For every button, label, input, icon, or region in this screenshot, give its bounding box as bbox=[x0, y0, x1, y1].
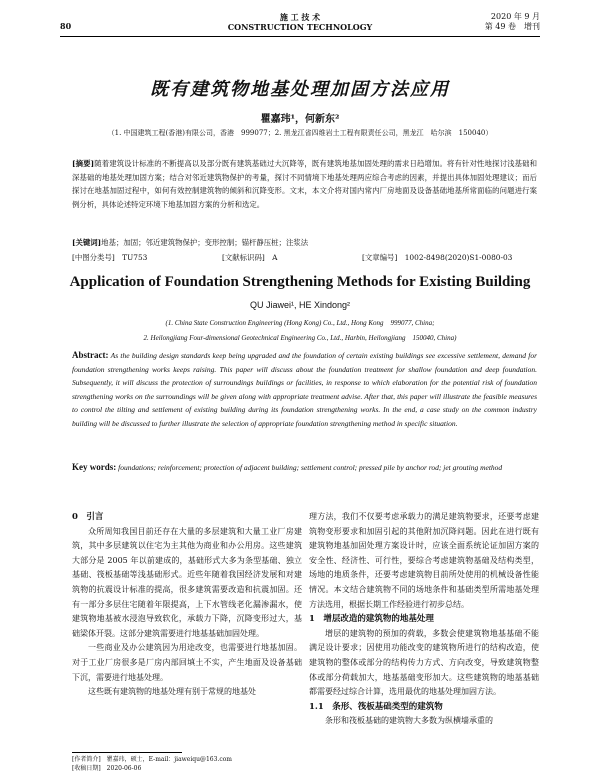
body-paragraph: 一些商业及办公建筑因为用途改变，也需要进行地基加固。对于工业厂房很多是厂房内部回填土不实，产生地面及设备基础下沉，需要进行地基处理。 bbox=[72, 643, 302, 682]
author-footnote: [作者简介] 瞿嘉玮，硕士，E-mail：jiaweiqu@163.com bbox=[72, 756, 232, 763]
abstract-cn-text: 随着建筑设计标准的不断提高以及部分既有建筑基础过大沉降等，既有建筑地基加固处理的需求日趋增加。将有针对性地探讨浅基础和深基础的地基处理加固方案；结合对邻近建筑物保护的考量，探讨不同情境下地基处理两应综合考虑的因素，并提出具体加固处理建议；而后探讨在地基加固过程中，如何有效控制建筑物的倾斜和沉降变形。文末，本文介将对国内常内厂房地面及设备基础地基所常面临的问题进行案例分析，具体论述特定环境下地基加固方案的分析和选定。 bbox=[72, 159, 537, 210]
body-paragraph: 增层的建筑物的预加的荷载，多数会使建筑物地基基础不能满足设计要求；因使用功能改变的建筑物所进行的结构改造，使建筑物的整体或部分的结构传力方式、方向改变，导致建筑物整体或部分荷载加大，地基基础变形加大。这些建筑物的地基基础都需要经过综合计算，选用最优的地基处理加固方法。 bbox=[309, 628, 539, 697]
issue-info bbox=[485, 12, 540, 32]
issue-date: 2020 年 9 月 bbox=[490, 12, 540, 21]
running-header bbox=[60, 12, 540, 36]
keywords-en-label: Key words: bbox=[72, 462, 117, 472]
footnote-divider bbox=[72, 752, 182, 753]
authors-en: QU Jiawei¹, HE Xindong² bbox=[249, 300, 351, 310]
abstract-en bbox=[72, 349, 537, 431]
abstract-en-text: As the building design standards keep being upgraded and the foundation of certain existing buildings see excessive settlement, demand for foundation strengthening works keeps raising. This paper will discuss about the foundation treatment for shallow foundation and deep foundation. Subsequently, it will discuss the protection of surroundings buildings or facilities, in response to which elaboration for the potential risk of foundation strengthening works on the surroundings will be given along with appropriate treatment advise. After that, this paper will illustrate the feasible measures to control the tilting and settlement of existing building during its foundation strengthening works. In the end, a case study on the common industry building will be discussed to further illustrate the selection of appropriate foundation strengthening method in specific situation. bbox=[72, 351, 537, 428]
section-heading-1: 1 增层改造的建筑物的地基处理 bbox=[309, 614, 434, 625]
clc-number: [中图分类号] TU753 bbox=[72, 253, 148, 262]
keywords-cn bbox=[72, 237, 537, 248]
article-number: [文章编号] 1002-8498(2020)S1-0080-03 bbox=[362, 253, 513, 262]
abstract-en-label: Abstract: bbox=[72, 350, 109, 360]
affiliation-en-2: 2. Heilongjiang Four-dimensional Geotechnical Engineering Co., Ltd., Harbin, Heilongjiang 150040, China) bbox=[143, 334, 457, 342]
body-paragraph: 众所周知我国目前还存在大量的多层建筑和大量工业厂房建筑，其中多层建筑以住宅为主其他为商业和办公用房。这些建筑大部分是 2005 年以前建成的，基础形式大多为条型基础、独立基础、筏板基础等浅基础形式。近些年随着我国经济发展和对建筑物的抗震设计标准的提高，很多建筑需要改造和抗震加固。还有一部分多层住宅随着年限提高，上下水管线老化漏渗漏水，使建筑物地基被水浸泡导致软化，承载力下降，沉降变形过大，基础梁体开裂。这部分建筑需要进行地基基础加固处理。 bbox=[72, 526, 302, 638]
title-cn: 既有建筑物地基处理加固方法应用 bbox=[150, 79, 450, 100]
body-paragraph: 理方法，我们不仅要考虑承载力的满足建筑物要求，还要考虑建筑物变形要求和加固引起的其他附加沉降问题。因此在进行既有建筑物地基加固处理方案设计时，应该全面系统论证加固方案的安全性、经济性、可行性，要综合考虑建筑物基础及结构类型，场地的地质条件，还要考虑建筑物目前所处使用的机械设备性能情况。本文结合建筑物不同的场地条件和基础类型所需地基处理方法选用，根据长期工作经验进行初步总结。 bbox=[309, 512, 539, 609]
body-paragraph: 这些既有建筑物的地基处理有别于常规的地基处 bbox=[88, 687, 256, 697]
journal-name-cn: 施 工 技 术 bbox=[279, 12, 321, 22]
title-en: Application of Foundation Strengthening Methods for Existing Building bbox=[69, 274, 531, 290]
section-heading-1-1: 1.1 条形、筏板基础类型的建筑物 bbox=[309, 701, 443, 712]
journal-name bbox=[60, 12, 540, 32]
keywords-cn-text: 地基；加固；邻近建筑物保护；变形控制；锚杆静压桩；注浆法 bbox=[101, 238, 309, 247]
document-code: [文献标识码] A bbox=[222, 253, 278, 262]
keywords-cn-label: [关键词] bbox=[72, 238, 102, 247]
abstract-cn bbox=[72, 157, 537, 212]
section-heading-intro: 0 引言 bbox=[72, 512, 104, 522]
header-divider bbox=[60, 36, 540, 37]
abstract-cn-label: [摘要] bbox=[72, 159, 95, 168]
affiliation-en-1: (1. China State Construction Engineering (Hong Kong) Co., Ltd., Hong Kong 999077, China; bbox=[165, 319, 435, 327]
body-paragraph: 条形和筏板基础的建筑物大多数为纵横墙承重的 bbox=[325, 716, 493, 726]
affiliation-cn: （1. 中国建筑工程(香港)有限公司，香港 999077；2. 黑龙江省四维岩土工程有限责任公司，黑龙江 哈尔滨 150040） bbox=[107, 129, 493, 137]
journal-name-en: CONSTRUCTION TECHNOLOGY bbox=[227, 22, 373, 32]
received-date: [收稿日期] 2020-06-06 bbox=[72, 765, 142, 772]
body-column-left bbox=[72, 510, 302, 700]
keywords-en-text: foundations; reinforcement; protection of adjacent building; settlement control; pressed pile by anchor rod; jet grouting method bbox=[118, 463, 503, 472]
body-column-right bbox=[309, 510, 539, 729]
authors-cn: 瞿嘉玮¹，何新东² bbox=[260, 114, 340, 125]
issue-volume: 第 49 卷 增刊 bbox=[484, 22, 540, 31]
keywords-en bbox=[72, 460, 537, 475]
page-number: 80 bbox=[60, 21, 72, 31]
